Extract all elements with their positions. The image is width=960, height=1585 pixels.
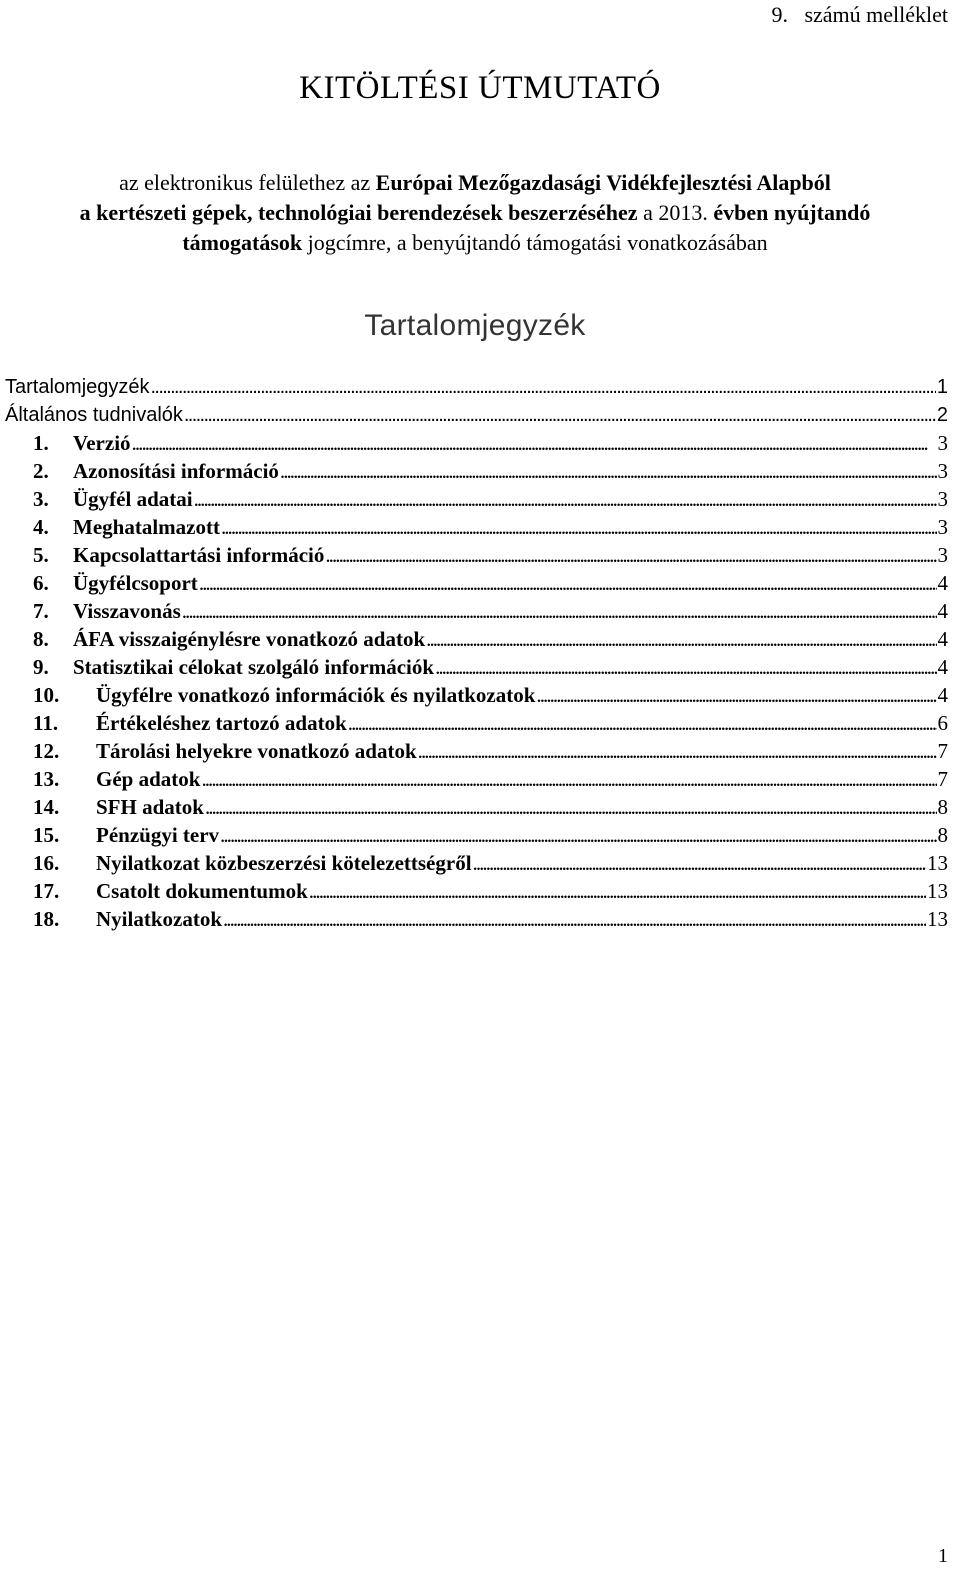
toc-entry-number: 10. (33, 683, 60, 707)
toc-dot-leader (348, 709, 937, 737)
toc-dot-leader (221, 513, 937, 541)
toc-entry-number: 8. (33, 627, 49, 651)
toc-dot-leader (325, 541, 936, 569)
toc-entry-number: 14. (33, 795, 60, 819)
toc-dot-leader (199, 569, 937, 597)
toc-entry-number: 7. (33, 599, 49, 623)
toc-dot-leader (426, 625, 936, 653)
toc-entry-label: Azonosítási információ (73, 459, 279, 483)
toc-entry-page: 4 (937, 683, 948, 707)
toc-dot-leader (184, 401, 936, 429)
toc-entry-page: 6 (937, 711, 948, 735)
toc-dot-leader (223, 905, 926, 933)
toc-entry-label: Tárolási helyekre vonatkozó adatok (96, 739, 417, 763)
toc-dot-leader (151, 373, 936, 401)
toc-entry-number: 1. (33, 431, 49, 455)
toc-entry-page: 3 (937, 431, 948, 455)
toc-entry[interactable] (33, 457, 948, 485)
toc-entry-number: 9. (33, 655, 49, 679)
subtitle-line-2 (0, 198, 950, 228)
page-title: KITÖLTÉSI ÚTMUTATÓ (299, 70, 661, 106)
toc-entry-number: 4. (33, 515, 49, 539)
toc-entry-label: ÁFA visszaigénylésre vonatkozó adatok (73, 627, 426, 651)
toc-entry-label: Meghatalmazott (73, 515, 220, 539)
subtitle-text: az elektronikus felülethez az (119, 170, 376, 195)
toc-dot-leader (309, 877, 926, 905)
toc-entry-label: Verzió (73, 431, 131, 455)
toc-entry[interactable] (33, 821, 948, 849)
toc-entry-number: 3. (33, 487, 49, 511)
toc-entry-label: Visszavonás (73, 599, 181, 623)
toc-entry-number: 2. (33, 459, 49, 483)
subtitle-line-3 (0, 228, 950, 258)
toc-entry[interactable] (5, 401, 948, 429)
toc-entry-number: 5. (33, 543, 49, 567)
toc-entry-page: 2 (936, 404, 948, 426)
subtitle-bold-text: a kertészeti gépek, technológiai berendezések beszerzéséhez (79, 200, 644, 225)
toc-entry[interactable] (33, 485, 948, 513)
toc-entry-page: 1 (936, 376, 948, 398)
subtitle-text: jogcímre, a benyújtandó támogatási vonatkozásában (302, 230, 768, 255)
toc-entry-label: Gép adatok (96, 767, 201, 791)
toc-entry-page: 7 (937, 739, 948, 763)
document-subtitle (0, 168, 950, 258)
toc-entry-label: Tartalomjegyzék (5, 376, 150, 398)
subtitle-bold-text: évben nyújtandó (713, 200, 871, 225)
toc-entry-page: 13 (927, 851, 948, 875)
toc-entry-page: 3 (937, 459, 948, 483)
toc-entry[interactable] (33, 653, 948, 681)
toc-dot-leader (194, 485, 937, 513)
toc-entry-label: Értékeléshez tartozó adatok (96, 711, 347, 735)
toc-entry-label: Ügyfél adatai (73, 487, 193, 511)
toc-entry-page: 3 (937, 515, 948, 539)
toc-dot-leader (280, 457, 937, 485)
toc-entry-page: 8 (937, 823, 948, 847)
toc-entry-number: 15. (33, 823, 60, 847)
toc-entry-number: 13. (33, 767, 60, 791)
toc-entry[interactable] (33, 737, 948, 765)
toc-entry-page: 3 (937, 487, 948, 511)
toc-entry-page: 4 (937, 627, 948, 651)
toc-entry-page: 13 (927, 907, 948, 931)
toc-entry-page: 3 (937, 543, 948, 567)
toc-entry-number: 18. (33, 907, 60, 931)
toc-dot-leader (132, 429, 937, 457)
toc-entry[interactable] (33, 765, 948, 793)
toc-entry-page: 7 (937, 767, 948, 791)
toc-entry-label: Nyilatkozatok (96, 907, 222, 931)
toc-dot-leader (435, 653, 936, 681)
toc-dot-leader (201, 765, 936, 793)
toc-entry-page: 13 (927, 879, 948, 903)
toc-entry[interactable] (33, 681, 948, 709)
toc-entry[interactable] (33, 625, 948, 653)
toc-entry[interactable] (33, 849, 948, 877)
toc-entry-page: 8 (937, 795, 948, 819)
toc-entry-label: SFH adatok (96, 795, 204, 819)
toc-entry-label: Kapcsolattartási információ (73, 543, 325, 567)
toc-entry-page: 4 (937, 571, 948, 595)
annex-label: 9. számú melléklet (771, 2, 948, 27)
toc-entry-label: Statisztikai célokat szolgáló információk (73, 655, 435, 679)
toc-entry[interactable] (33, 513, 948, 541)
toc-entry-label: Csatolt dokumentumok (96, 879, 308, 903)
toc-entry[interactable] (33, 597, 948, 625)
toc-entry[interactable] (5, 373, 948, 401)
toc-dot-leader (220, 821, 936, 849)
toc-dot-leader (205, 793, 937, 821)
toc-entry-number: 16. (33, 851, 60, 875)
toc-entry-number: 12. (33, 739, 60, 763)
toc-dot-leader (418, 737, 937, 765)
toc-entry[interactable] (33, 709, 948, 737)
toc-entry-page: 4 (937, 655, 948, 679)
toc-entry-number: 11. (33, 711, 59, 735)
toc-heading: Tartalomjegyzék (364, 309, 586, 342)
subtitle-text: a 2013. (643, 200, 714, 225)
toc-entry-number: 6. (33, 571, 49, 595)
toc-entry[interactable] (33, 429, 948, 457)
toc-entry-label: Pénzügyi terv (96, 823, 220, 847)
subtitle-bold-text: Európai Mezőgazdasági Vidékfejlesztési Alapból (375, 170, 831, 195)
toc-entry-label: Nyilatkozat közbeszerzési kötelezettségről (96, 851, 472, 875)
page-number: 1 (938, 1545, 948, 1567)
subtitle-line-1 (0, 168, 950, 198)
toc-entry-label: Általános tudnivalók (5, 404, 183, 426)
toc-dot-leader (536, 681, 936, 709)
toc-entry[interactable] (33, 877, 948, 905)
toc-entry-page: 4 (937, 599, 948, 623)
toc-entry-label: Ügyfélre vonatkozó információk és nyilatkozatok (96, 683, 536, 707)
toc-dot-leader (182, 597, 937, 625)
toc-entry-number: 17. (33, 879, 60, 903)
toc-entry[interactable] (33, 793, 948, 821)
toc-entry-label: Ügyfélcsoport (73, 571, 198, 595)
subtitle-bold-text: támogatások (182, 230, 303, 255)
toc-entry[interactable] (33, 541, 948, 569)
toc-entry[interactable] (33, 905, 948, 933)
toc-entry[interactable] (33, 569, 948, 597)
toc-dot-leader (473, 849, 926, 877)
